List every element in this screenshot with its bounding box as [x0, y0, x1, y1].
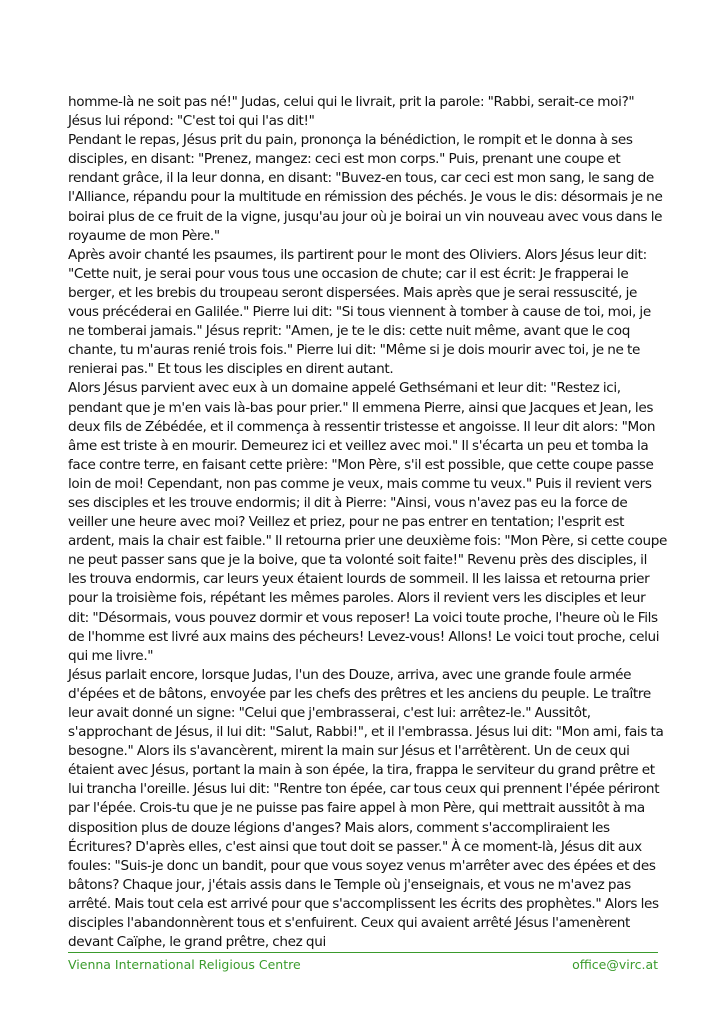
document-body [68, 93, 668, 952]
footer-divider [68, 952, 658, 953]
page-footer [68, 957, 658, 975]
paragraph: homme-là ne soit pas né!" Judas, celui qui le livrait, prit la parole: "Rabbi, serait-ce moi?" Jésus lui répond: "C'est toi qui l'as dit!" [68, 94, 635, 130]
paragraph: Jésus parlait encore, lorsque Judas, l'un des Douze, arriva, avec une grande foule armée d'épées et de bâtons, envoyée par les chefs des prêtres et les anciens du peuple. Le traître leur avait donné un signe: "Celui que j'embrasserai, c'est lui: arrêtez-le." Aussitôt, s'approchant de Jésus, il lui dit: "Salut, Rabbi!", et il l'embrassa. Jésus lui dit: "Mon ami, fais ta besogne." Alors ils s'avancèrent, mirent la main sur Jésus et l'arrêtèrent. Un de ceux qui étaient avec Jésus, portant la main à son épée, la tira, frappa le serviteur du grand prêtre et lui trancha l'oreille. Jésus lui dit: "Rentre ton épée, car tous ceux qui prennent l'épée périront par l'épée. Crois-tu que je ne puisse pas faire appel à mon Père, qui mettrait aussitôt à ma disposition plus de douze légions d'anges? Mais alors, comment s'accompliraient les Écritures? D'après elles, c'est ainsi que tout doit se passer." À ce moment-là, Jésus dit aux foules: "Suis-je donc un bandit, pour que vous soyez venus m'arrêter avec des épées et des bâtons? Chaque jour, j'étais assis dans le Temple où j'enseignais, et vous ne m'avez pas arrêté. Mais tout cela est arrivé pour que s'accomplissent les écrits des prophètes." Alors les disciples l'abandonnèrent tous et s'enfuirent. Ceux qui avaient arrêté Jésus l'amenèrent devant Caïphe, le grand prêtre, chez qui [68, 666, 664, 951]
paragraph: Après avoir chanté les psaumes, ils partirent pour le mont des Oliviers. Alors Jésus leur dit: "Cette nuit, je serai pour vous tous une occasion de chute; car il est écrit: Je frapperai le berger, et les brebis du troupeau seront dispersées. Mais après que je serai ressuscité, je vous précéderai en Galilée." Pierre lui dit: "Si tous viennent à tomber à cause de toi, moi, je ne tomberai jamais." Jésus reprit: "Amen, je te le dis: cette nuit même, avant que le coq chante, tu m'auras renié trois fois." Pierre lui dit: "Même si je dois mourir avec toi, je ne te renierai pas." Et tous les disciples en dirent autant. [68, 246, 651, 378]
paragraph: Pendant le repas, Jésus prit du pain, prononça la bénédiction, le rompit et le donna à ses disciples, en disant: "Prenez, mangez: ceci est mon corps." Puis, prenant une coupe et rendant grâce, il la leur donna, en disant: "Buvez-en tous, car ceci est mon sang, le sang de l'Alliance, répandu pour la multitude en rémission des péchés. Je vous le dis: désormais je ne boirai plus de ce fruit de la vigne, jusqu'au jour où je boirai un vin nouveau avec vous dans le royaume de mon Père." [68, 132, 663, 244]
footer-organization: Vienna International Religious Centre [68, 957, 301, 972]
footer-email: office@virc.at [572, 957, 658, 972]
paragraph: Alors Jésus parvient avec eux à un domaine appelé Gethsémani et leur dit: "Restez ici, pendant que je m'en vais là-bas pour prier." Il emmena Pierre, ainsi que Jacques et Jean, les deux fils de Zébédée, et il commença à ressentir tristesse et angoisse. Il leur dit alors: "Mon âme est triste à en mourir. Demeurez ici et veillez avec moi." Il s'écarta un peu et tomba la face contre terre, en faisant cette prière: "Mon Père, s'il est possible, que cette coupe passe loin de moi! Cependant, non pas comme je veux, mais comme tu veux." Puis il revient vers ses disciples et les trouve endormis; il dit à Pierre: "Ainsi, vous n'avez pas eu la force de veiller une heure avec moi? Veillez et priez, pour ne pas entrer en tentation; l'esprit est ardent, mais la chair est faible." Il retourna prier une deuxième fois: "Mon Père, si cette coupe ne peut passer sans que je la boive, que ta volonté soit faite!" Revenu près des disciples, il les trouva endormis, car leurs yeux étaient lourds de sommeil. Il les laissa et retourna prier pour la troisième fois, répétant les mêmes paroles. Alors il revient vers les disciples et leur dit: "Désormais, vous pouvez dormir et vous reposer! La voici toute proche, l'heure où le Fils de l'homme est livré aux mains des pécheurs! Levez-vous! Allons! Le voici tout proche, celui qui me livre." [68, 380, 668, 664]
